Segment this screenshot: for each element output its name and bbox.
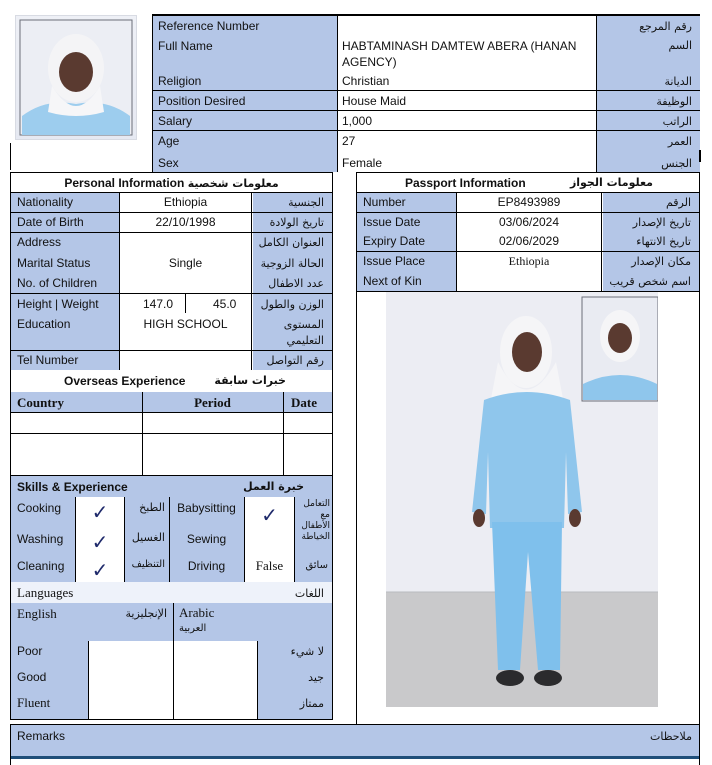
language-arabic-ar: العربية (179, 623, 207, 634)
education-label: Education (17, 317, 71, 331)
personal-info-title-ar: معلومات شخصية (187, 177, 279, 190)
expiry-date-label: Expiry Date (363, 234, 426, 248)
religion-label: Religion (158, 74, 202, 88)
passport-number-value: EP8493989 (497, 195, 561, 209)
skill-sewing-label-ar: الخياطة (301, 532, 330, 542)
full-name-value: HABTAMINASH DAMTEW ABERA (HANAN AGENCY) (342, 39, 577, 69)
age-label-ar: العمر (667, 135, 692, 148)
nationality-label-ar: الجنسية (288, 196, 324, 209)
religion-value: Christian (342, 74, 390, 88)
language-english: English (17, 606, 57, 621)
education-value: HIGH SCHOOL (143, 317, 228, 331)
overseas-title (11, 370, 332, 392)
address-label-ar: العنوان الكامل (258, 236, 324, 249)
remarks-label-ar: ملاحظات (650, 730, 692, 743)
passport-info-section (356, 172, 700, 292)
skill-cleaning-label: Cleaning (17, 559, 65, 573)
salary-label: Salary (158, 114, 193, 128)
position-value: House Maid (342, 94, 407, 108)
marital-status-label-ar: الحالة الزوجية (260, 257, 324, 270)
overseas-experience-section (10, 370, 333, 476)
marital-status-label: Marital Status (17, 256, 91, 270)
personal-info-section (10, 172, 333, 370)
issue-place-value: Ethiopia (508, 254, 550, 268)
languages-title: Languages (17, 585, 74, 600)
dob-label-ar: تاريخ الولادة (269, 216, 324, 229)
skill-driving-label: Driving (187, 559, 226, 573)
skill-cleaning-label-ar: التنظيف (131, 559, 165, 570)
skill-driving-label-ar: سائق (305, 560, 328, 571)
position-label-ar: الوظيفة (656, 95, 692, 108)
age-label: Age (158, 134, 180, 148)
passport-info-title (357, 172, 699, 192)
personal-info-title-en: Personal Information (64, 176, 185, 190)
nationality-value: Ethiopia (163, 195, 208, 209)
remarks-label: Remarks (17, 729, 66, 743)
skill-babysitting-check-icon: ✓ (261, 503, 278, 527)
skill-cooking-label: Cooking (17, 501, 62, 515)
marital-status-value: Single (168, 256, 203, 270)
sex-label-ar: الجنس (661, 157, 692, 170)
sex-value: Female (342, 156, 383, 170)
skill-cleaning-check-icon: ✓ (91, 558, 109, 582)
full-name-label: Full Name (158, 39, 213, 53)
salary-value: 1,000 (342, 114, 373, 128)
tel-number-label: Tel Number (17, 353, 79, 367)
language-english-ar: الإنجليزية (125, 607, 167, 620)
overseas-col-period: Period (194, 395, 231, 410)
level-good-label: Good (17, 670, 47, 684)
salary-label-ar: الراتب (662, 115, 692, 128)
personal-info-title (11, 172, 332, 192)
skill-washing-check-icon: ✓ (91, 530, 109, 554)
sex-label: Sex (158, 156, 179, 170)
person-full-body-icon (386, 292, 658, 707)
skill-cooking-label-ar: الطبخ (139, 501, 165, 514)
full-name-label-ar: السم (668, 39, 692, 52)
height-value: 147.0 (143, 297, 174, 311)
children-label-ar: عدد الاطفال (268, 277, 324, 290)
position-label: Position Desired (158, 94, 246, 108)
skill-washing-label: Washing (17, 532, 64, 546)
skills-section (10, 476, 333, 582)
skill-driving-value: False (255, 558, 284, 573)
passport-number-label-ar: الرقم (665, 196, 691, 209)
dob-value: 22/10/1998 (155, 215, 216, 229)
reference-number-label: Reference Number (158, 19, 260, 33)
level-good-label-ar: جيد (308, 671, 324, 684)
religion-label-ar: الديانة (664, 75, 692, 88)
skills-title-ar: خبرة العمل (243, 480, 304, 493)
dob-label: Date of Birth (17, 215, 84, 229)
issue-date-label-ar: تاريخ الإصدار (632, 216, 691, 229)
issue-place-label: Issue Place (363, 254, 426, 268)
level-poor-label: Poor (17, 644, 43, 658)
reference-number-label-ar: رقم المرجع (639, 20, 692, 33)
skills-title: Skills & Experience (17, 480, 128, 494)
level-fluent-label: Fluent (17, 695, 51, 710)
children-label: No. of Children (17, 276, 98, 290)
next-of-kin-label-ar: اسم شخص قريب (609, 275, 691, 288)
level-fluent-label-ar: ممتاز (299, 697, 324, 710)
address-label: Address (17, 235, 62, 249)
issue-place-label-ar: مكان الإصدار (631, 255, 691, 268)
languages-section (10, 582, 333, 720)
languages-title-ar: اللغات (294, 587, 324, 600)
next-of-kin-label: Next of Kin (363, 274, 422, 288)
tel-number-label-ar: رقم التواصل (266, 354, 324, 367)
portrait-photo (15, 15, 137, 140)
remarks-section (10, 724, 700, 765)
expiry-date-label-ar: تاريخ الانتهاء (636, 235, 691, 248)
height-weight-label-ar: الوزن والطول (260, 298, 324, 311)
issue-date-value: 03/06/2024 (498, 215, 560, 229)
language-arabic: Arabic (179, 605, 215, 620)
passport-number-label: Number (363, 195, 406, 209)
overseas-title-ar: خبرات سابقة (214, 374, 286, 387)
passport-info-title-en: Passport Information (405, 176, 526, 190)
skill-babysitting-label-ar: التعامل مع الأطفال (301, 499, 330, 531)
skill-sewing-label: Sewing (186, 532, 227, 546)
level-poor-label-ar: لا شيء (290, 645, 324, 658)
passport-info-title-ar: معلومات الجواز (569, 176, 653, 189)
age-value: 27 (342, 134, 356, 148)
issue-date-label: Issue Date (363, 215, 421, 229)
overseas-title-en: Overseas Experience (64, 374, 186, 388)
full-body-photo (386, 292, 658, 707)
skill-washing-label-ar: الغسيل (131, 531, 165, 544)
expiry-date-value: 02/06/2029 (498, 234, 560, 248)
header-table (152, 14, 700, 170)
weight-value: 45.0 (213, 297, 237, 311)
person-portrait-icon (16, 16, 136, 139)
overseas-col-country: Country (17, 395, 64, 410)
education-label-ar: المستوى التعليمي (283, 318, 324, 347)
skill-cooking-check-icon: ✓ (91, 500, 109, 524)
overseas-col-date: Date (291, 395, 317, 410)
nationality-label: Nationality (17, 195, 74, 209)
height-weight-label: Height | Weight (17, 297, 99, 311)
skill-babysitting-label: Babysitting (177, 501, 236, 515)
